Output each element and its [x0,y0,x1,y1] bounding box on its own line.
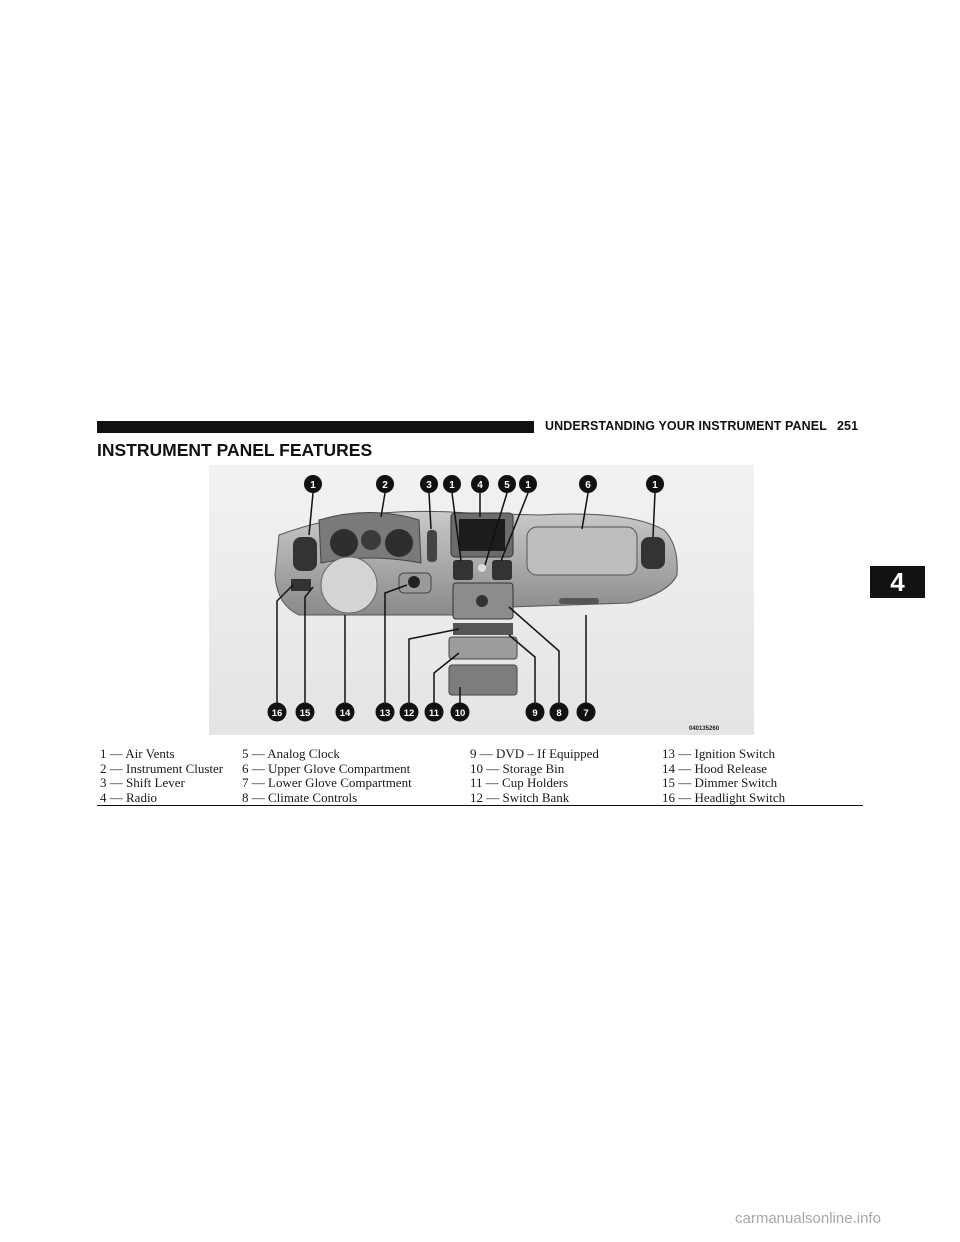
storage-bin [449,665,517,695]
callout-bottom-10 [451,703,470,722]
air-vent-left [293,537,317,571]
instrument-panel-illustration [209,465,754,735]
callout-top-3 [420,475,438,493]
watermark: carmanualsonline.info [735,1210,881,1227]
legend-column-3 [470,747,599,805]
analog-clock [478,564,486,572]
callout-top-8-label: 6 [585,480,591,491]
legend-item: 14 — Hood Release [662,760,768,776]
callout-bottom-7-label: 7 [583,708,589,719]
legend-item: 13 — Ignition Switch [662,746,776,761]
ignition-switch [408,576,420,588]
callout-top-1 [304,475,322,493]
air-vent-center-right [492,560,512,580]
figure-image-code: 040135260 [689,726,720,732]
legend-rule [97,805,863,806]
lower-glove-compartment [559,598,599,604]
callout-top-1-label: 1 [310,480,316,491]
callout-top-5 [471,475,489,493]
legend-item: 15 — Dimmer Switch [662,775,778,790]
callout-top-7-label: 1 [525,480,531,491]
legend-item: 16 — Headlight Switch [662,789,786,805]
callout-bottom-8 [550,703,569,722]
legend-item: 8 — Climate Controls [242,789,358,805]
legend-column-1 [100,747,223,805]
legend-item: 9 — DVD – If Equipped [470,746,599,761]
instrument-panel-figure [209,465,754,735]
callout-bottom-9 [526,703,545,722]
callout-bottom-14-label: 14 [339,708,351,719]
legend-item: 4 — Radio [100,789,158,805]
gauge-center [361,530,381,550]
legend-item: 11 — Cup Holders [470,775,569,790]
callout-bottom-15 [296,703,315,722]
legend-column-4 [662,747,785,805]
legend-item: 6 — Upper Glove Compartment [242,760,411,776]
callout-bottom-16 [268,703,287,722]
callout-bottom-13 [376,703,395,722]
switch-bank [453,623,513,635]
callout-bottom-12 [400,703,419,722]
callout-top-5-label: 4 [477,480,483,491]
header-section-title: UNDERSTANDING YOUR INSTRUMENT PANEL [545,419,827,433]
legend-column-2 [242,747,412,805]
legend-item: 1 — Air Vents [100,746,175,761]
callout-top-7 [519,475,537,493]
callout-top-9 [646,475,664,493]
air-vent-right [641,537,665,569]
callout-bottom-12-label: 12 [403,708,415,719]
callout-top-9-label: 1 [652,480,658,491]
callout-top-2 [376,475,394,493]
callout-bottom-14 [336,703,355,722]
callout-top-4-label: 1 [449,480,455,491]
climate-knob [476,595,488,607]
callout-top-6-label: 5 [504,480,510,491]
callout-bottom-10-label: 10 [454,708,466,719]
page-number: 251 [836,419,859,433]
callout-bottom-7 [577,703,596,722]
callout-top-6 [498,475,516,493]
gauge-left [330,529,358,557]
legend-item: 10 — Storage Bin [470,760,565,776]
headlight-switch [291,579,311,591]
air-vent-center-left [453,560,473,580]
legend-item: 7 — Lower Glove Compartment [242,775,412,790]
callout-bottom-9-label: 9 [532,708,538,719]
cup-holders [449,637,517,659]
section-title: INSTRUMENT PANEL FEATURES [97,440,373,460]
gauge-right [385,529,413,557]
callout-bottom-8-label: 8 [556,708,562,719]
callout-top-4 [443,475,461,493]
callout-top-2-label: 2 [382,480,388,491]
legend-item: 12 — Switch Bank [470,789,570,805]
callout-bottom-15-label: 15 [299,708,311,719]
shift-lever [427,530,437,562]
callout-bottom-13-label: 13 [379,708,391,719]
running-header [545,419,858,433]
header-rule [97,421,534,433]
upper-glove-compartment [527,527,637,575]
legend-item: 2 — Instrument Cluster [100,760,224,776]
chapter-tab: 4 [870,566,925,598]
callout-bottom-16-label: 16 [271,708,283,719]
steering-wheel-hub [321,557,377,613]
callout-bottom-11 [425,703,444,722]
callout-top-3-label: 3 [426,480,432,491]
callout-top-8 [579,475,597,493]
legend-item: 3 — Shift Lever [100,775,185,790]
callout-bottom-11-label: 11 [428,708,440,719]
legend-item: 5 — Analog Clock [242,746,340,761]
